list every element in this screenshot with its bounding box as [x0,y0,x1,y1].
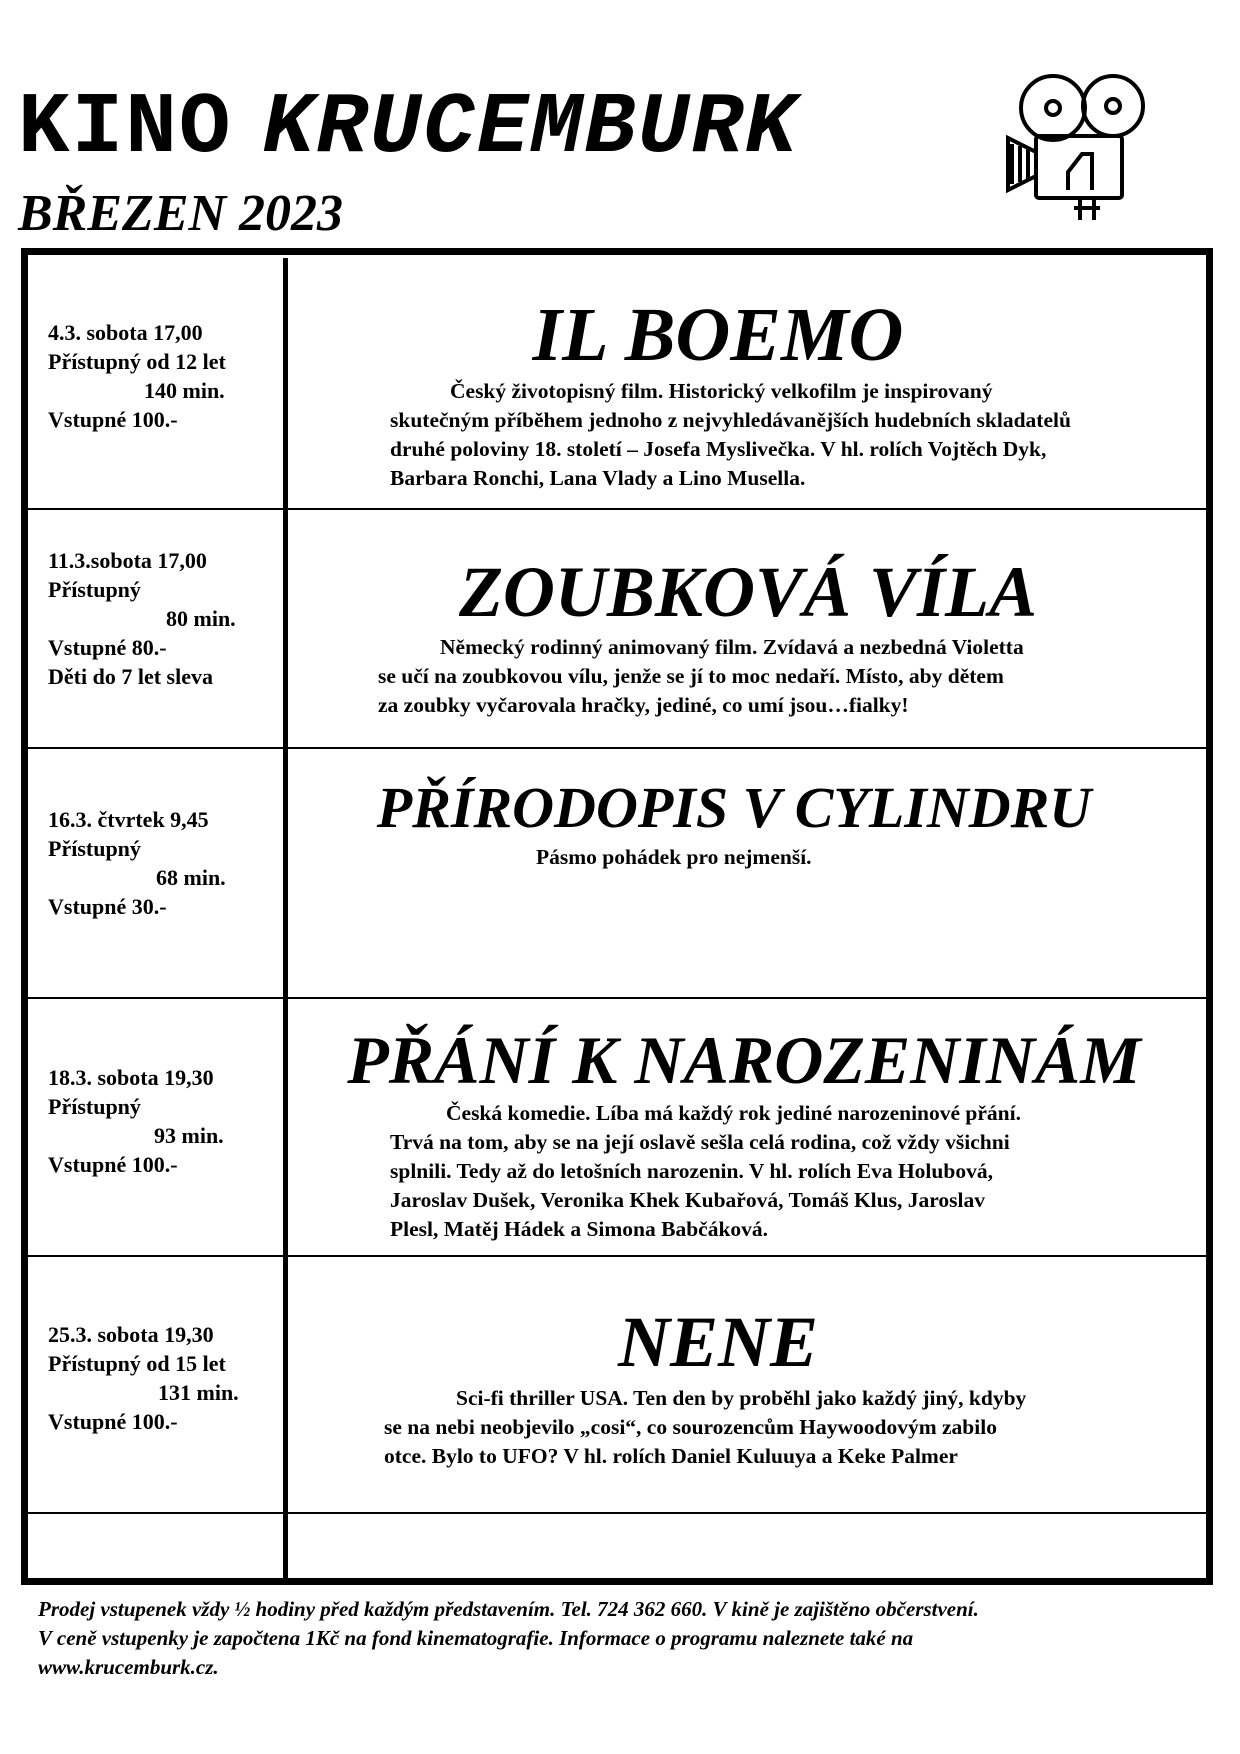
footer-info: Prodej vstupenek vždy ½ hodiny před každým představením. Tel. 724 362 660. V kině je zajištěno občerstvení. V ceně vstupenky je započtena 1Kč na fond kinematografie. Informace o programu naleznete také na www.krucemburk.cz. [38,1597,979,1679]
film-projector-icon [998,72,1156,222]
screening-duration: 93 min. [154,1123,224,1148]
screening-duration: 80 min. [166,606,236,631]
row-divider [28,508,1206,510]
screening-rating: Přístupný od 15 let [48,1351,226,1376]
screening-price: Vstupné 100.- [48,1409,178,1434]
screening-date: 16.3. čtvrtek 9,45 [48,807,209,832]
screening-info [48,546,266,691]
screening-price: Vstupné 30.- [48,894,167,919]
screening-rating: Přístupný [48,577,141,602]
screening-price: Vstupné 100.- [48,1152,178,1177]
film-description: Česká komedie. Líba má každý rok jediné narozeninové přání. Trvá na tom, aby se na její oslavě sešla celá rodina, což vždy všichni splnili. Tedy až do letošních narozenin. V hl. rolích Eva Holubová, Jaroslav Dušek, Veronika Khek Kubařová, Tomáš Klus, Jaroslav Plesl, Matěj Hádek a Simona Babčáková. [390,1101,1021,1241]
screening-duration: 140 min. [144,378,225,403]
screening-date: 25.3. sobota 19,30 [48,1322,214,1347]
row-divider [28,747,1206,749]
row-divider [28,997,1206,999]
screening-note: Děti do 7 let sleva [48,664,213,689]
screening-info [48,805,266,921]
film-title: ZOUBKOVÁ VÍLA [458,552,1038,632]
film-title: IL BOEMO [532,293,904,377]
film-description: Český životopisný film. Historický velkofilm je inspirovaný skutečným příběhem jednoho z nejvyhledávanějších hudebních skladatelů druhé poloviny 18. století – Josefa Myslivečka. V hl. rolích Vojtěch Dyk, Barbara Ronchi, Lana Vlady a Lino Musella. [390,379,1071,490]
screening-info [48,318,266,434]
title-krucemburk: KRUCEMBURK [262,79,799,177]
film-description: Sci-fi thriller USA. Ten den by proběhl jako každý jiný, kdyby se na nebi neobjevilo „cosi“, co sourozencům Haywoodovým zabilo otce. Bylo to UFO? V hl. rolích Daniel Kuluuya a Keke Palmer [384,1386,1027,1468]
row-divider [28,1512,1206,1514]
screening-rating: Přístupný [48,836,141,861]
screening-info [48,1320,266,1436]
film-title: NENE [617,1302,819,1382]
row-divider [28,1255,1206,1257]
film-description: Německý rodinný animovaný film. Zvídavá a nezbedná Violetta se učí na zoubkovou vílu, jenže se jí to moc nedaří. Místo, aby dětem za zoubky vyčarovala hračky, jediné, co umí jsou…fialky! [378,635,1024,717]
film-title: PŘÍRODOPIS V CYLINDRU [376,775,1092,840]
screening-rating: Přístupný [48,1094,141,1119]
screening-info [48,1063,266,1179]
screening-rating: Přístupný od 12 let [48,349,226,374]
screening-duration: 131 min. [158,1380,239,1405]
screening-date: 18.3. sobota 19,30 [48,1065,214,1090]
film-title: PŘÁNÍ K NAROZENINÁM [347,1022,1141,1098]
month-heading: BŘEZEN 2023 [18,185,344,242]
screening-duration: 68 min. [156,865,226,890]
title-kino: KINO [18,79,233,177]
film-description: Pásmo pohádek pro nejmenší. [536,845,812,869]
screening-date: 11.3.sobota 17,00 [48,548,207,573]
screening-date: 4.3. sobota 17,00 [48,320,203,345]
page-title [18,78,799,178]
screening-price: Vstupné 100.- [48,407,178,432]
screening-price: Vstupné 80.- [48,635,167,660]
